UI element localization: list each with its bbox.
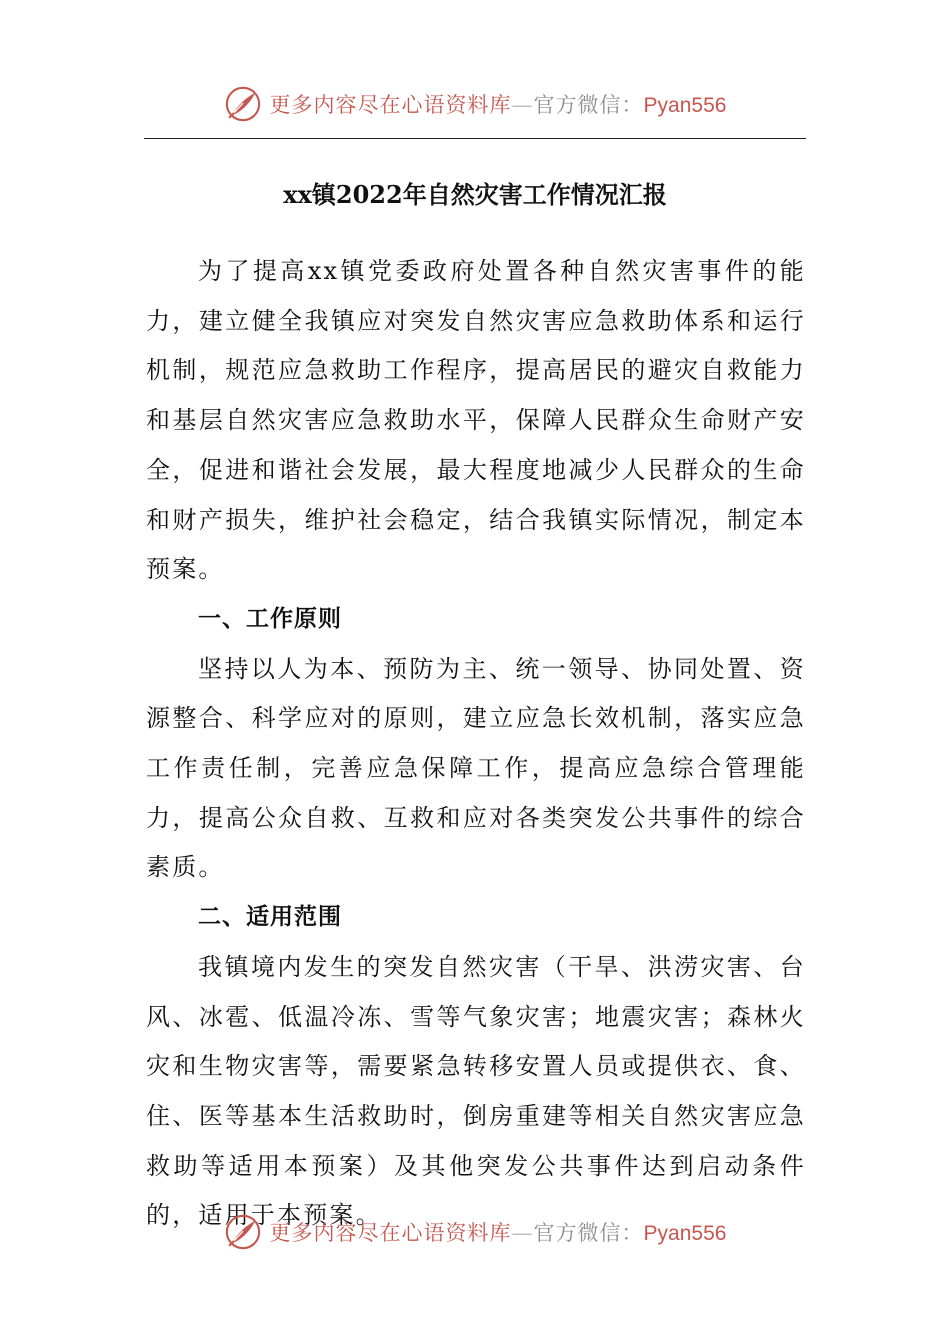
section-heading-scope: 二、适用范围 (198, 904, 342, 931)
watermark-wechat: Pyan556 (643, 1222, 727, 1245)
section-body-scope: 我镇境内发生的突发自然灾害（干旱、洪涝灾害、台风、冰雹、低温冷冻、雪等气象灾害；地震灾害；森林火灾和生物灾害等，需要紧急转移安置人员或提供衣、食、住、医等基本生活救助时，倒房重建等相关自然灾害应急救助等适用本预案）及其他突发公共事件达到启动条件的，适用于本预案。 (146, 952, 806, 1230)
watermark-separator: — (511, 1221, 534, 1245)
watermark-sub: 官方微信： (533, 93, 644, 117)
header-rule (144, 138, 806, 139)
document-body (146, 247, 806, 1241)
watermark-main: 更多内容尽在心语资料库 (269, 1221, 512, 1245)
document-title: xx镇2022年自然灾害工作情况汇报 (283, 180, 667, 209)
section-body-principles: 坚持以人为本、预防为主、统一领导、协同处置、资源整合、科学应对的原则，建立应急长效机制，落实应急工作责任制，完善应急保障工作，提高应急综合管理能力，提高公众自救、互救和应对各类突发公共事件的综合素质。 (146, 654, 806, 882)
watermark-separator: — (511, 93, 534, 117)
watermark-main: 更多内容尽在心语资料库 (269, 93, 512, 117)
quill-pen-logo-icon (224, 85, 262, 123)
footer-watermark (0, 1210, 950, 1254)
intro-paragraph: 为了提高xx镇党委政府处置各种自然灾害事件的能力，建立健全我镇应对突发自然灾害应急救助体系和运行机制，规范应急救助工作程序，提高居民的避灾自救能力和基层自然灾害应急救助水平，保障人民群众生命财产安全，促进和谐社会发展，最大程度地减少人民群众的生命和财产损失，维护社会稳定，结合我镇实际情况，制定本预案。 (146, 257, 806, 584)
watermark-text (270, 1217, 727, 1247)
watermark-text (270, 89, 727, 119)
quill-pen-logo-icon (224, 1213, 262, 1251)
watermark-sub: 官方微信： (533, 1221, 644, 1245)
watermark-wechat: Pyan556 (643, 94, 727, 117)
section-heading-principles: 一、工作原则 (198, 605, 342, 632)
header-watermark (0, 82, 950, 126)
